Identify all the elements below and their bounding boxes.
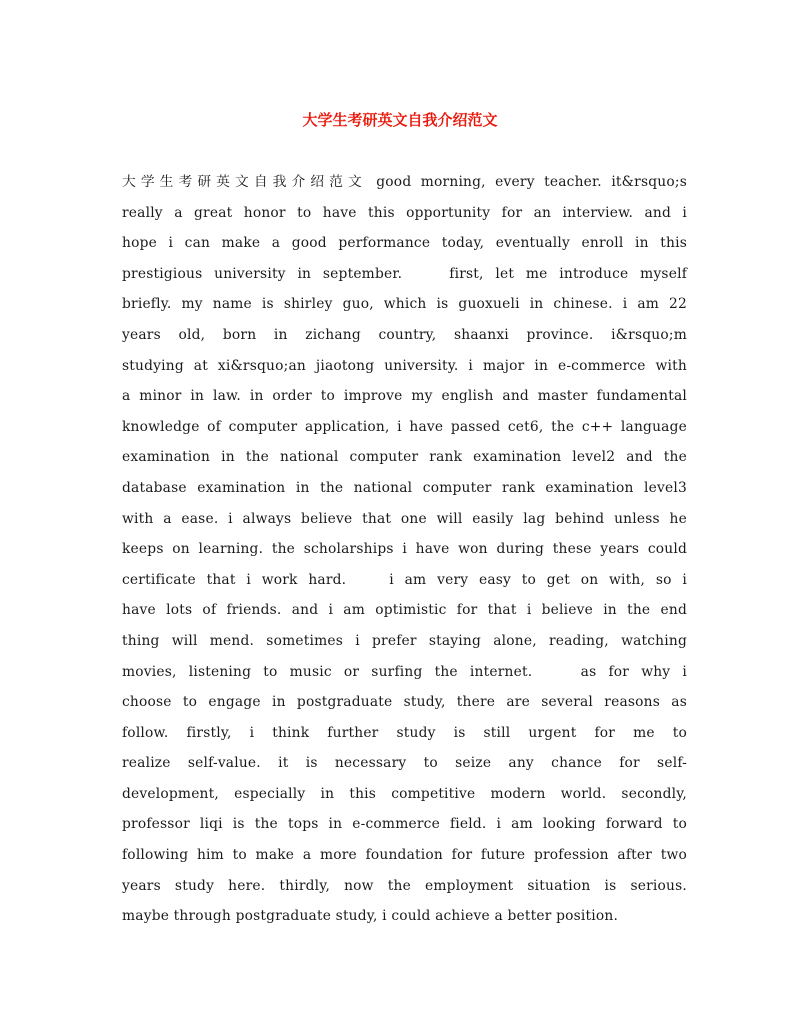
body-line: development, especially in this competitive modern world. secondly, <box>122 785 687 802</box>
body-line: studying at xi&rsquo;an jiaotong university. i major in e-commerce with <box>122 357 687 374</box>
body-line: database examination in the national computer rank examination level3 <box>122 479 687 496</box>
body-line: have lots of friends. and i am optimistic for that i believe in the end <box>122 602 687 619</box>
body-line: knowledge of computer application, i have passed cet6, the c++ language <box>122 418 687 435</box>
body-line: keeps on learning. the scholarships i have won during these years could <box>122 541 687 558</box>
body-line: certificate that i work hard. i am very easy to get on with, so i <box>122 571 687 588</box>
body-line: years old, born in zichang country, shaanxi province. i&rsquo;m <box>122 326 687 343</box>
body-line: realize self-value. it is necessary to seize any chance for self- <box>122 755 687 772</box>
body-line: years study here. thirdly, now the employment situation is serious. <box>122 877 687 894</box>
body-line: professor liqi is the tops in e-commerce field. i am looking forward to <box>122 816 687 833</box>
body-line: following him to make a more foundation for future profession after two <box>122 847 687 864</box>
body-line: 大学生考研英文自我介绍范文 good morning, every teacher. it&rsquo;s <box>122 174 687 190</box>
body-line: thing will mend. sometimes i prefer staying alone, reading, watching <box>122 632 687 649</box>
document-body <box>122 167 687 932</box>
body-line: follow. firstly, i think further study is still urgent for me to <box>122 724 687 741</box>
body-line: prestigious university in september. first, let me introduce myself <box>122 265 687 282</box>
body-line: movies, listening to music or surfing the internet. as for why i <box>122 663 687 680</box>
body-line: briefly. my name is shirley guo, which is guoxueli in chinese. i am 22 <box>122 296 687 313</box>
body-line: a minor in law. in order to improve my english and master fundamental <box>122 388 687 405</box>
body-line: maybe through postgraduate study, i could achieve a better position. <box>122 908 619 925</box>
body-line: examination in the national computer rank examination level2 and the <box>122 449 687 466</box>
body-line: choose to engage in postgraduate study, there are several reasons as <box>122 694 687 711</box>
body-line: really a great honor to have this opportunity for an interview. and i <box>122 204 687 221</box>
document-title: 大学生考研英文自我介绍范文 <box>302 111 498 129</box>
body-line: hope i can make a good performance today, eventually enroll in this <box>122 235 687 252</box>
body-line: with a ease. i always believe that one will easily lag behind unless he <box>122 510 687 527</box>
